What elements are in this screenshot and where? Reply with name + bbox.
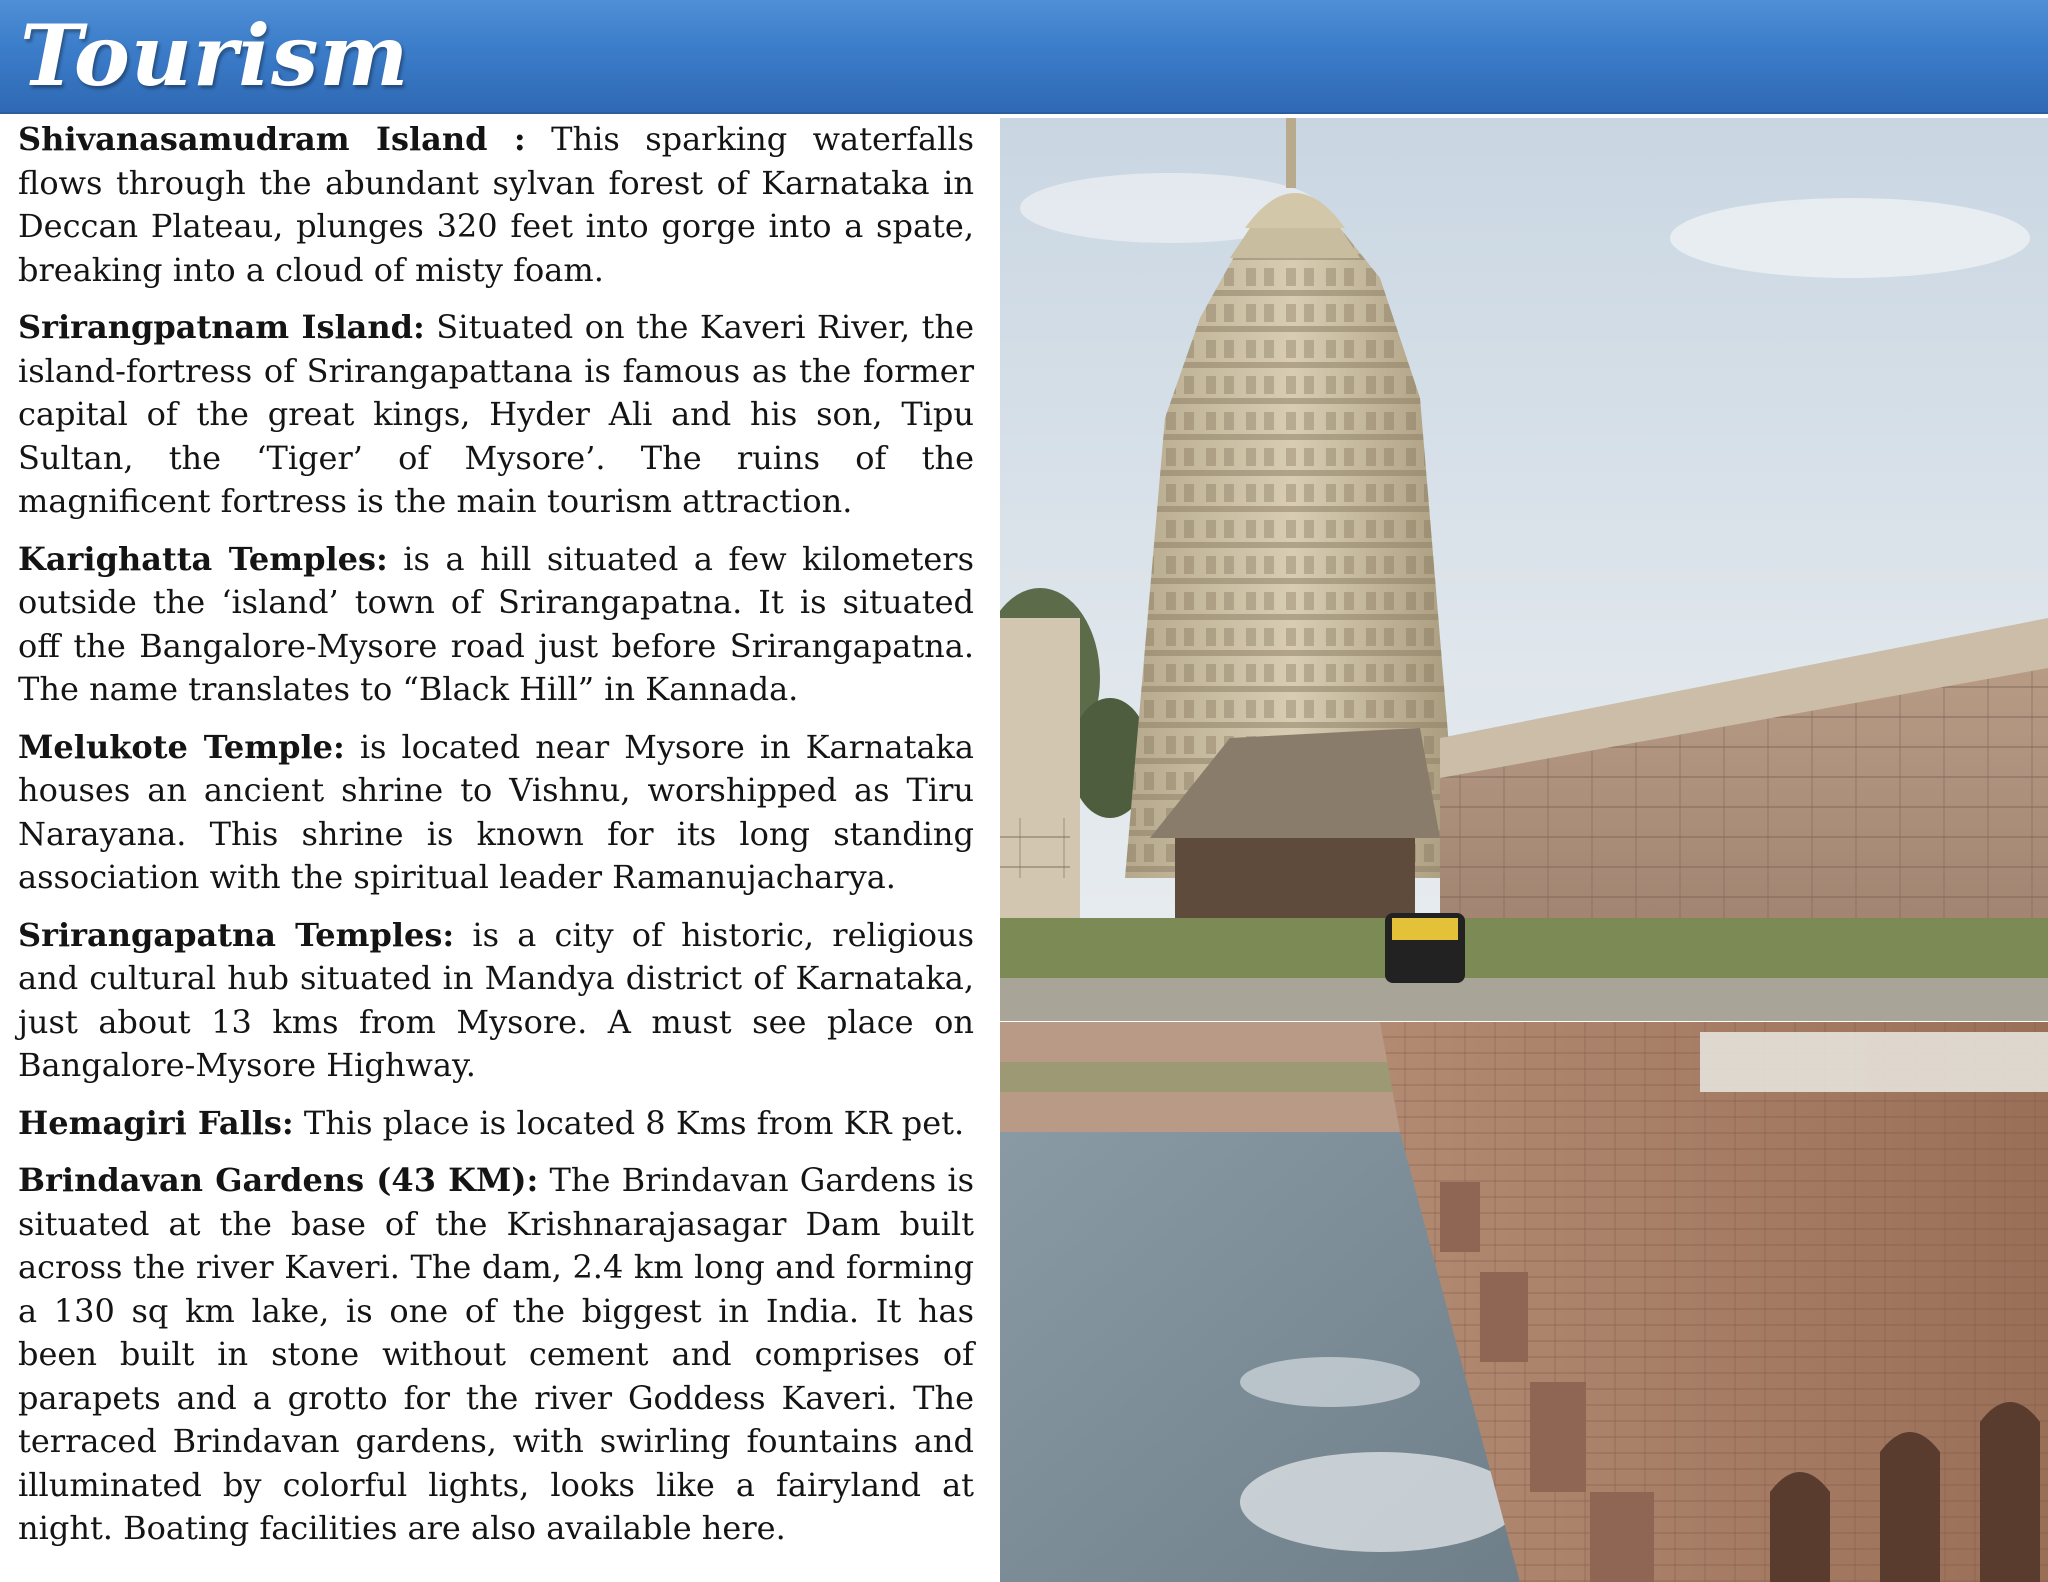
temple-photo bbox=[1000, 118, 2048, 1021]
entry-text: is located near Mysore in Karnataka houses an ancient shrine to Vishnu, worshipped as Tiru Narayana. This shrine is known for its long standing association with the spiritual leader Ramanujacharya. bbox=[18, 727, 975, 896]
entry-brindavan bbox=[18, 1159, 974, 1551]
entry-heading: Melukote Temple: bbox=[18, 727, 345, 766]
entry-text: Situated on the Kaveri River, the island-fortress of Srirangapattana is famous as the former capital of the great kings, Hyder Ali and his son, Tipu Sultan, the ‘Tiger’ of Mysore’. The ruins of the magnificent fortress is the main tourism attraction. bbox=[18, 308, 975, 520]
entry-hemagiri bbox=[18, 1102, 974, 1146]
entry-heading: Shivanasamudram Island : bbox=[18, 120, 526, 158]
dam-photo bbox=[1000, 1022, 2048, 1582]
entry-text: The Brindavan Gardens is situated at the base of the Krishnarajasagar Dam built across the river Kaveri. The dam, 2.4 km long and forming a 130 sq km lake, is one of the biggest in India. It has been built in stone without cement and comprises of parapets and a grotto for the river Goddess Kaveri. The terraced Brindavan gardens, with swirling fountains and illuminated by colorful lights, looks like a fairyland at night. Boating facilities are also available here. bbox=[18, 1161, 975, 1547]
content-column bbox=[18, 118, 974, 1578]
entry-heading: Srirangpatnam Island: bbox=[18, 308, 425, 346]
entry-shivanasamudram bbox=[18, 118, 974, 292]
entry-karighatta bbox=[18, 538, 974, 712]
entry-heading: Hemagiri Falls: bbox=[18, 1103, 294, 1142]
entry-heading: Srirangapatna Temples: bbox=[18, 915, 455, 954]
entry-text: This sparking waterfalls flows through the abundant sylvan forest of Karnataka in Deccan Plateau, plunges 320 feet into gorge into a spate, breaking into a cloud of misty foam. bbox=[18, 120, 974, 289]
title-bar bbox=[0, 0, 2048, 114]
entry-text: This place is located 8 Kms from KR pet. bbox=[293, 1103, 965, 1142]
entry-srirangapatna-temples bbox=[18, 914, 974, 1088]
entry-heading: Karighatta Temples: bbox=[18, 539, 388, 578]
page-title: Tourism bbox=[20, 6, 410, 105]
entry-srirangpatnam-island bbox=[18, 306, 974, 524]
entry-heading: Brindavan Gardens (43 KM): bbox=[18, 1161, 539, 1199]
entry-text: is a city of historic, religious and cultural hub situated in Mandya district of Karnataka, just about 13 kms from Mysore. A must see place on Bangalore-Mysore Highway. bbox=[18, 915, 975, 1084]
entry-melukote bbox=[18, 726, 974, 900]
entry-text: is a hill situated a few kilometers outside the ‘island’ town of Srirangapatna. It is situated off the Bangalore-Mysore road just before Srirangapatna. The name translates to “Black Hill” in Kannada. bbox=[18, 539, 975, 708]
